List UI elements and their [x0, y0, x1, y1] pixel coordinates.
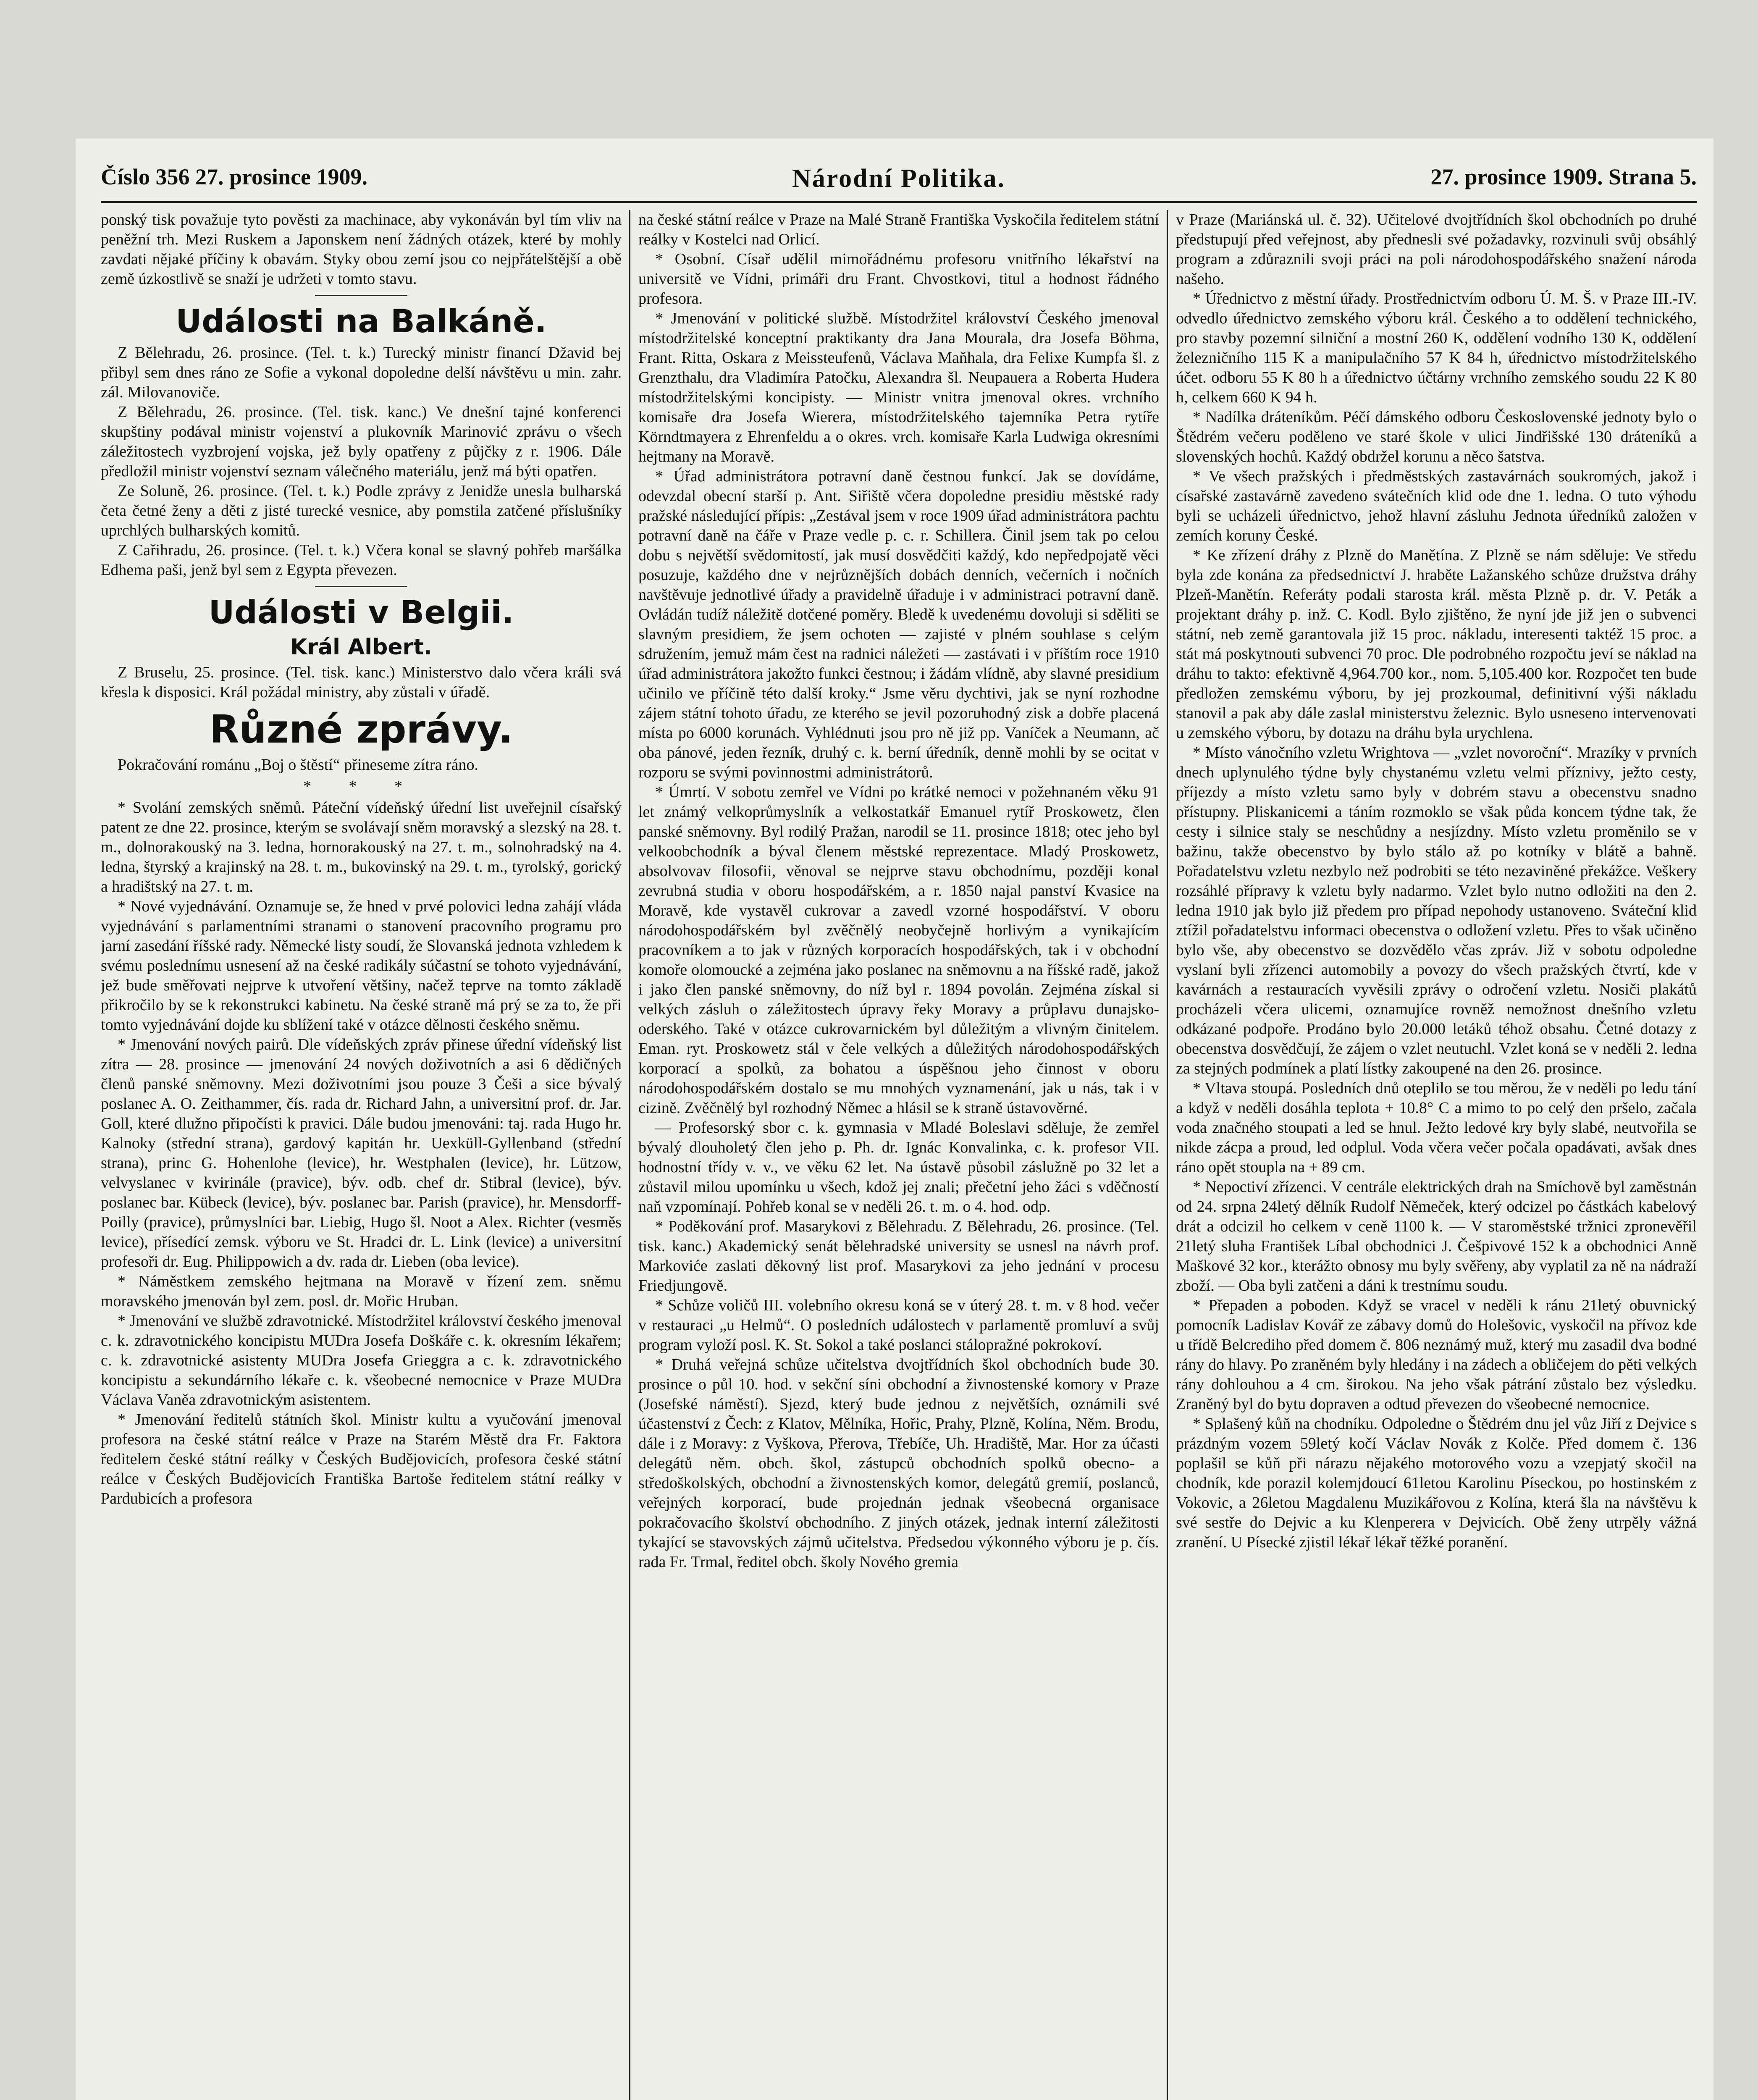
article-paragraph: * Přepaden a poboden. Když se vracel v neděli k ránu 21letý obuvnický pomocník Ladislav Kovář ze zábavy domů do Holešovic, vyskočil na přívoz kde u třídě Belcrediho před domem č. 806 neznámý muž, který mu zasadil dva bodné rány do hlavy. Po zraněném byly hledány i na zádech a obličejem do pěti velkých rány dohlouhou a 4 cm. širokou. Na jeho však pátrání zůstalo bez výsledku. Zraněný byl do bytu dopraven a odtud převezen do všeobecné nemocnice.	[1176, 1297, 1697, 1413]
asterism-separator: * * *	[303, 777, 419, 795]
article-paragraph: * Náměstkem zemského hejtmana na Moravě v řízení zem. sněmu moravského jmenován byl zem. posl. dr. Mořic Hruban.	[101, 1273, 622, 1310]
text-column-2	[638, 210, 1159, 2100]
article-paragraph: * Místo vánočního vzletu Wrightova — „vzlet novoroční“. Mrazíky v prvních dnech uplynulého týdne byly chystanému vzletu velmi příznivy, ježto cesty, příjezdy a místo vzletu samo byly v dobrém stavu a obecenstvu snadno přístupny. Pliskanicemi a táním rozmoklo se však půda koncem týdne tak, že cesty i silnice staly se neschůdny a nesjízdny. Místo vzletu proměnilo se v bažinu, takže obecenstvo by bylo stálo až po kotníky v blátě a bahně. Pořadatelstvu vzletu nezbylo než podrobiti se této nezaviněné překážce. Veškery rozsáhlé přípravy k vzletu byly nadarmo. Vzlet bylo nutno odložiti na den 2. ledna 1910 jak bylo již předem pro případ nepohody ustanoveno. Sváteční klid ztížil pořadatelstvu informaci obecenstva o odložení vzletu. Přes to však učiněno bylo vše, aby obecenstvo se dozvědělo včas zpráv. Již v sobotu odpoledne vyslaní byli zřízenci automobily a povozy do všech pražských čtvrtí, kde v kavárnách a restauracích vyvěsili zprávy o odročení vzletu. Nosiči plakátů procházeli včera ulicemi, oznamujíce rovněž nemožnost dnešního vzletu odkázané podpoře. Prodáno bylo 20.000 letáků téhož obsahu. Četné dotazy z obecenstva dosvědčují, že zájem o vzlet neutuchl. Vzlet koná se v neděli 2. ledna za stejných podmínek a platí lístky zakoupené na den 26. prosince.	[1176, 744, 1697, 1077]
article-paragraph: Ze Soluně, 26. prosince. (Tel. t. k.) Podle zprávy z Jenidže unesla bulharská četa četné ženy a děti z jisté turecké vesnice, aby pomstila zatčené příslušníky uprchlých bulharských komitů.	[101, 482, 622, 539]
section-heading-belgie: Události v Belgii.	[208, 593, 514, 631]
issue-number-date: Číslo 356 27. prosince 1909.	[101, 164, 368, 189]
column-divider-2	[1167, 210, 1168, 2100]
article-paragraph: * Jmenování v politické službě. Místodržitel království Českého jmenoval místodržitelské konceptní praktikanty dra Jana Mourala, dra Josefa Böhma, Frant. Ritta, Oskara z Meissteufenů, Václava Maňhala, dra Felixe Kumpfa šl. z Grenzthalu, dra Vladimíra Patočku, Alexandra šl. Neupauera a Roberta Hudera místodržitelskými koncipisty. — Ministr vnitra jmenoval okres. vrchního komisaře dra Josefa Wierera, místodržitelského tajemníka Petra rytíře Körndtmayera z Ehrenfeldu a o okres. vrch. komisaře Karla Ludwiga okresními hejtmany na Moravě.	[638, 310, 1159, 465]
section-divider	[315, 586, 407, 587]
article-paragraph: * Jmenování ředitelů státních škol. Ministr kultu a vyučování jmenoval profesora na české státní reálce v Praze na Starém Městě dra Fr. Faktora ředitelem české státní reálky v Českých Budějovicích, profesora české státní reálce v Českých Budějovicích Františka Bartoše ředitelem státní reálky v Pardubicích a profesora	[101, 1411, 622, 1507]
header-divider	[101, 201, 1697, 203]
article-paragraph: — Profesorský sbor c. k. gymnasia v Mladé Boleslavi sděluje, že zemřel bývalý dlouholetý člen jeho p. Ph. dr. Ignác Konvalinka, c. k. profesor VII. hodnostní třídy v. v., ve věku 62 let. Na ústavě působil záslužně po 32 let a zůstavil milou upomínku u všech, kdož jej znali; přečetní jeho žáci s vděčností naň vzpomínají. Pohřeb konal se v neděli 26. t. m. o 4. hod. odp.	[638, 1119, 1159, 1215]
section-divider	[315, 295, 407, 296]
article-paragraph: * Splašený kůň na chodníku. Odpoledne o Štědrém dnu jel vůz Jiří z Dejvice s prázdným vozem 59letý kočí Václav Novák z Kolče. Před domem č. 136 poplašil se kůň při nárazu nějakého motorového vozu a vzepjatý skočil na chodník, kde porazil kolemjdoucí 61letou Karolinu Píseckou, po hostinském z Vokovic, a 26letou Magdalenu Muzikářovou z Kolína, která šla na návštěvu k své sestře do Dejvic a ku Klenperera v Dejvicích. Obě ženy utrpěly vážná zranění. U Písecké zjistil lékař lékař těžké poranění.	[1176, 1415, 1697, 1551]
section-heading-balkan: Události na Balkáně.	[176, 302, 547, 340]
date-page-number: 27. prosince 1909. Strana 5.	[1430, 164, 1697, 189]
article-paragraph: * Úřednictvo z městní úřady. Prostřednictvím odboru Ú. M. Š. v Praze III.-IV. odvedlo úřednictvo zemského výboru král. Českého a to oddělení technického, pro stavby pozemní silniční a mostní 260 K, oddělení vodního 130 K, oddělení železničního 115 K a manipulačního 57 K 84 h, úřednictvo místodržitelského účet. odboru 55 K 80 h a úřednictvo účtárny vrchního zemského soudu 22 K 80 h, celkem 660 K 94 h.	[1176, 290, 1697, 406]
article-paragraph: * Osobní. Císař udělil mimořádnému profesoru vnitřního lékařství na universitě ve Vídni, primáři dru Frant. Chvostkovi, titul a hodnost řádného profesora.	[638, 250, 1159, 307]
article-paragraph: * Úřad administrátora potravní daně čestnou funkcí. Jak se dovídáme, odevzdal obecní starší p. Ant. Siřiště včera dopoledne presidiu městské rady pražské následující přípis: „Zestával jsem v roce 1909 úřad administrátora pachtu potravní daně na čáře v Praze vedle p. c. r. Schillera. Činil jsem tak po celou dobu s největší svědomitostí, jak musí dosvědčiti každý, kdo nepředpojatě věci posuzuje, každého dne v nejrůznějších dobách denních, večerních i nočních navštěvuje jednotlivé úřady a pravidelně úřaduje i v administraci potravní daně. Ovládán tudíž náležitě dotčené poměry. Bledě k uvedenému dovoluji si sděliti se slavným presidiem, že jsem ochoten — zajisté v plném souhlase s celým sdružením, jemuž mám čest na radnici náležeti — zastávati i v příštím roce 1910 úřad administrátora jakožto funkci čestnou; i žádám vlídně, aby slavné presidium učinilo ve příčině této další kroky.“ Jsme věru dychtivi, jak se nyní rozhodne zájem státní tohoto úřadu, ze kterého se jevil pozoruhodný zisk a dobře placená místa po 6000 korunách. Vyhlédnuti jsou pro ně již pp. Vaníček a Neumann, ač oba pánové, jeden řezník, druhý c. k. berní úředník, denně mohli by se ocitat v rozporu se svými povinnostmi administrátorů.	[638, 467, 1159, 781]
article-paragraph: Pokračování románu „Boj o štěstí“ přineseme zítra ráno.	[118, 756, 478, 774]
article-paragraph: * Ve všech pražských i předměstských zastavárnách soukromých, jakož i císařské zastavárně zavedeno svátečních klid ode dne 1. ledna. O tuto výhodu byli se ucházeli úřednictvo, jehož hlavní zásluhu Jednota úředníků založen v zemích koruny České.	[1176, 467, 1697, 544]
article-paragraph: * Druhá veřejná schůze učitelstva dvojtřídních škol obchodních bude 30. prosince o půl 10. hod. v sekční síni obchodní a živnostenské komory v Praze (Josefské náměstí). Sjezd, který bude jednou z největších, oznámili své účastenství z Čech: z Klatov, Mělníka, Hořic, Prahy, Plzně, Kolína, Něm. Brodu, dále i z Moravy: z Vyškova, Přerova, Třebíče, Uh. Hradiště, Mar. Hor za účasti delegátů něm. obch. škol, zástupců obchodních spolků obecno- a středoškolských, obchodní a živnostenských komor, delegátů gremií, poslanců, veřejných korporací, bude projednán jednak všeobecná organisace pokračovacího školství obchodního. Z jiných otázek, jednak interní záležitosti tykající se stavovských zájmů učitelstva. Předsedou výkonného výboru je p. čís. rada Fr. Trmal, ředitel obch. školy Nového gremia	[638, 1356, 1159, 1571]
article-paragraph: * Nadílka dráteníkům. Péčí dámského odboru Československé jednoty bylo o Štědrém večeru poděleno ve staré škole v ulici Jindřišské 130 dráteníků a slovenských hochů. Každý obdržel korunu a něco šatstva.	[1176, 408, 1697, 465]
article-paragraph: * Jmenování ve službě zdravotnické. Místodržitel království českého jmenoval c. k. zdravotnického koncipistu MUDra Josefa Doškáře c. k. okresním lékařem; c. k. zdravotnické asistenty MUDra Josefa Grieggra a c. k. zdravotnického koncipistu a sekundárního lékaře c. k. všeobecné nemocnice v Praze MUDra Václava Vaněa zdravotnickým asistentem.	[101, 1312, 622, 1409]
newspaper-masthead: Národní Politika.	[792, 164, 1006, 193]
article-paragraph: * Úmrtí. V sobotu zemřel ve Vídni po krátké nemoci v požehnaném věku 91 let známý velkoprůmyslník a velkostatkář Emanuel rytíř Proskowetz, člen panské sněmovny. Byl rodilý Pražan, narodil se 11. prosince 1818; otec jeho byl velkoobchodník a býval členem městské reprezentace. Mladý Proskowetz, absolvovav filosofii, věnoval se nejprve stavu obchodnímu, později konal zevrubná studia v oboru hospodářském, a r. 1850 najal panství Kvasice na Moravě, kde vystavěl cukrovar a zavedl vzorné hospodářství. V oboru národohospodářském byl zvěčnělý neobyčejně horlivým a vynikajícím pracovníkem a to jak v různých korporacích hospodářských, tak i v obchodní komoře olomoucké a zejména jako poslanec na sněmovnu a na říšské radě, jakož i jako člen panské sněmovny, do níž byl r. 1894 povolán. Zejména získal si velkých zásluh o záležitostech úpravy řeky Moravy a průplavu dunajsko-oderského. Také v otázce cukrovarnickém byl důležitým a vlivným činitelem. Eman. ryt. Proskowetz stál v čele velkých a důležitých národohospodářských korporací a spolků, za bohatou a úspěšnou jeho činnost v oboru národohospodářském dostalo se mu mnohých vyznamenání, jak u nás, tak i v cizině. Zvěčnělý byl rozhodný Němec a hlásil se k straně ústavověrné.	[638, 783, 1159, 1117]
article-paragraph: Z Bělehradu, 26. prosince. (Tel. tisk. kanc.) Ve dnešní tajné konferenci skupštiny podával ministr vojenství a plukovník Marinović zprávu o všech záležitostech vyzbrojení vojska, jež byly opatřeny z půjčky z r. 1906. Dále předložil ministr vojenství seznam válečného materiálu, jenž má býti opatřen.	[101, 403, 622, 480]
article-paragraph: na české státní reálce v Praze na Malé Straně Františka Vyskočila ředitelem státní reálky v Kostelci nad Orlicí.	[638, 211, 1159, 248]
article-paragraph: * Schůze voličů III. volebního okresu koná se v úterý 28. t. m. v 8 hod. večer v restauraci „u Helmů“. O posledních událostech v parlamentě promluví a svůj program vyloží posl. K. St. Sokol a také poslanci stálopražné pokrokoví.	[638, 1297, 1159, 1354]
page-header	[101, 164, 1697, 202]
section-heading-ruzne: Různé zprávy.	[209, 707, 513, 752]
article-paragraph: * Vltava stoupá. Posledních dnů oteplilo se tou měrou, že v neděli po ledu tání a když v neděli dosáhla teplota + 10.8° C a mimo to po celý den pršelo, začala voda značného stoupati a led se hnul. Ježto ledové kry byly slabé, neutvořila se nikde zácpa a proud, led odplul. Voda včera večer počala opadávati, avšak dnes ráno opět stoupla na + 89 cm.	[1176, 1079, 1697, 1176]
article-paragraph: Z Bruselu, 25. prosince. (Tel. tisk. kanc.) Ministerstvo dalo včera králi svá křesla k disposici. Král požádal ministry, aby zůstali v úřadě.	[101, 664, 622, 701]
article-paragraph: v Praze (Mariánská ul. č. 32). Učitelové dvojtřídních škol obchodních po druhé předstupují před veřejnost, aby přednesli své požadavky, rozvinuli svůj obsáhlý program a zdůraznili svoji práci na poli národohospodářského snažení národa našeho.	[1176, 211, 1697, 288]
text-column-1	[101, 210, 622, 2100]
article-paragraph: * Poděkování prof. Masarykovi z Bělehradu. Z Bělehradu, 26. prosince. (Tel. tisk. kanc.) Akademický senát bělehradské university se usnesl na návrh prof. Markoviće zaslati děkovný list prof. Masarykovi za jeho jednání v procesu Friedjungově.	[638, 1218, 1159, 1294]
article-paragraph: Z Cařihradu, 26. prosince. (Tel. t. k.) Včera konal se slavný pohřeb maršálka Edhema paši, jenž byl sem z Egypta převezen.	[101, 541, 622, 579]
subheading-kral: Král Albert.	[290, 635, 432, 660]
article-paragraph: * Ke zřízení dráhy z Plzně do Manětína. Z Plzně se nám sděluje: Ve středu byla zde konána za předsednictví J. hraběte Lažanského schůze družstva dráhy Plzeň-Manětín. Referáty podali starosta král. města Plzně p. dr. V. Peták a projektant dráhy p. inž. C. Kodl. Bylo zjištěno, že nyní jde již jen o subvenci státní, neb země garantovala již 15 proc. nákladu, interesenti taktéž 15 proc. a stát má poskytnouti subvenci 70 proc. Dle podrobného rozpočtu jeví se náklad na dráhu to takto: efektivně 4,964.700 kor., nom. 5,105.400 kor. Rozpočet ten bude předložen zemskému výboru, by jej prozkoumal, definitivní výši nákladu stanovil a pak aby dále zaslal ministerstvu železnic. Bylo usneseno intervenovati u zemského výboru, by dotazu na dráhu byla urychlena.	[1176, 546, 1697, 742]
article-paragraph: * Jmenování nových pairů. Dle vídeňských zpráv přinese úřední vídeňský list zítra — 28. prosince — jmenování 24 nových doživotních a asi 6 dědičných členů panské sněmovny. Mezi doživotními jsou pouze 3 Češi a sice bývalý poslanec A. O. Zeithammer, čís. rada dr. Richard Jahn, a universitní prof. dr. Jar. Goll, které dlužno připočísti k pravici. Dále budou jmenováni: taj. rada Hugo hr. Kalnoky (střední strana), gardový kapitán hr. Uexküll-Gyllenband (střední strana), princ G. Hohenlohe (levice), hr. Westphalen (levice), hr. Lützow, velvyslanec v kvirinále (pravice), býv. odb. chef dr. Stibral (levice), býv. poslanec bar. Kübeck (levice), býv. poslanec bar. Parish (pravice), hr. Mensdorff-Poilly (pravice), průmyslníci bar. Liebig, Hugo šl. Noot a Alex. Richter (vesměs levice), přísedící zemsk. výboru ve St. Hradci dr. L. Link (levice) a universitní profesoři dr. Eug. Philippowich a dv. rada dr. Lieben (oba levice).	[101, 1036, 622, 1270]
article-paragraph: Z Bělehradu, 26. prosince. (Tel. t. k.) Turecký ministr financí Džavid bej přibyl sem dnes ráno ze Sofie a vykonal dopoledne delší návštěvu u min. zahr. zál. Milovanoviče.	[101, 344, 622, 401]
column-divider-1	[629, 210, 630, 2100]
article-paragraph: * Nové vyjednávání. Oznamuje se, že hned v prvé polovici ledna zahájí vláda vyjednávání s parlamentními stranami o stanovení pracovního programu pro jarní zasedání říšské rady. Německé listy soudí, že Slovanská jednota vzhledem k svému poslednímu usnesení až na české radikály súčastní se tohoto vyjednávání, jež bude směřovati nejprve k utvoření většiny, načež teprve na tomto základě přikročilo by se k rekonstrukci kabinetu. Na české straně má prý se za to, že při tomto vyjednávání dojde ku sblížení také v otázce dělnosti českého sněmu.	[101, 898, 622, 1034]
article-paragraph: * Svolání zemských sněmů. Páteční vídeňský úřední list uveřejnil císařský patent ze dne 22. prosince, kterým se svolávají sněm moravský a slezský na 28. t. m., dolnorakouský na 3. ledna, hornorakouský na 27. t. m., solnohradský na 4. ledna, štyrský a krajinský na 28. t. m., bukovinský na 29. t. m., tyrolský, gorický a hradištský na 27. t. m.	[101, 799, 622, 895]
article-paragraph: * Nepoctiví zřízenci. V centrále elektrických drah na Smíchově byl zaměstnán od 24. srpna 24letý dělník Rudolf Němeček, který odcizel po částkách kabelový drát a odcizil ho celkem v ceně 1100 k. — V staroměstské tržnici zpronevěřil 21letý sluha František Líbal obchodnici J. Češpivové 152 k a obchodnici Anně Maškové 32 kor., kterážto obnosy mu byly svěřeny, aby vyplatil za ně na nádraží zboží. — Oba byli zatčeni a dáni k trestnímu soudu.	[1176, 1178, 1697, 1294]
article-paragraph: ponský tisk považuje tyto pověsti za machinace, aby vykonáván byl tím vliv na peněžní trh. Mezi Ruskem a Japonskem není žádných otázek, které by mohly zavdati nějaké příčiny k obavám. Styky obou zemí jsou co nejpřátelštější a obě země úzkostlivě se snaží je udržeti v tomto stavu.	[101, 211, 622, 288]
text-column-3	[1176, 210, 1697, 2100]
